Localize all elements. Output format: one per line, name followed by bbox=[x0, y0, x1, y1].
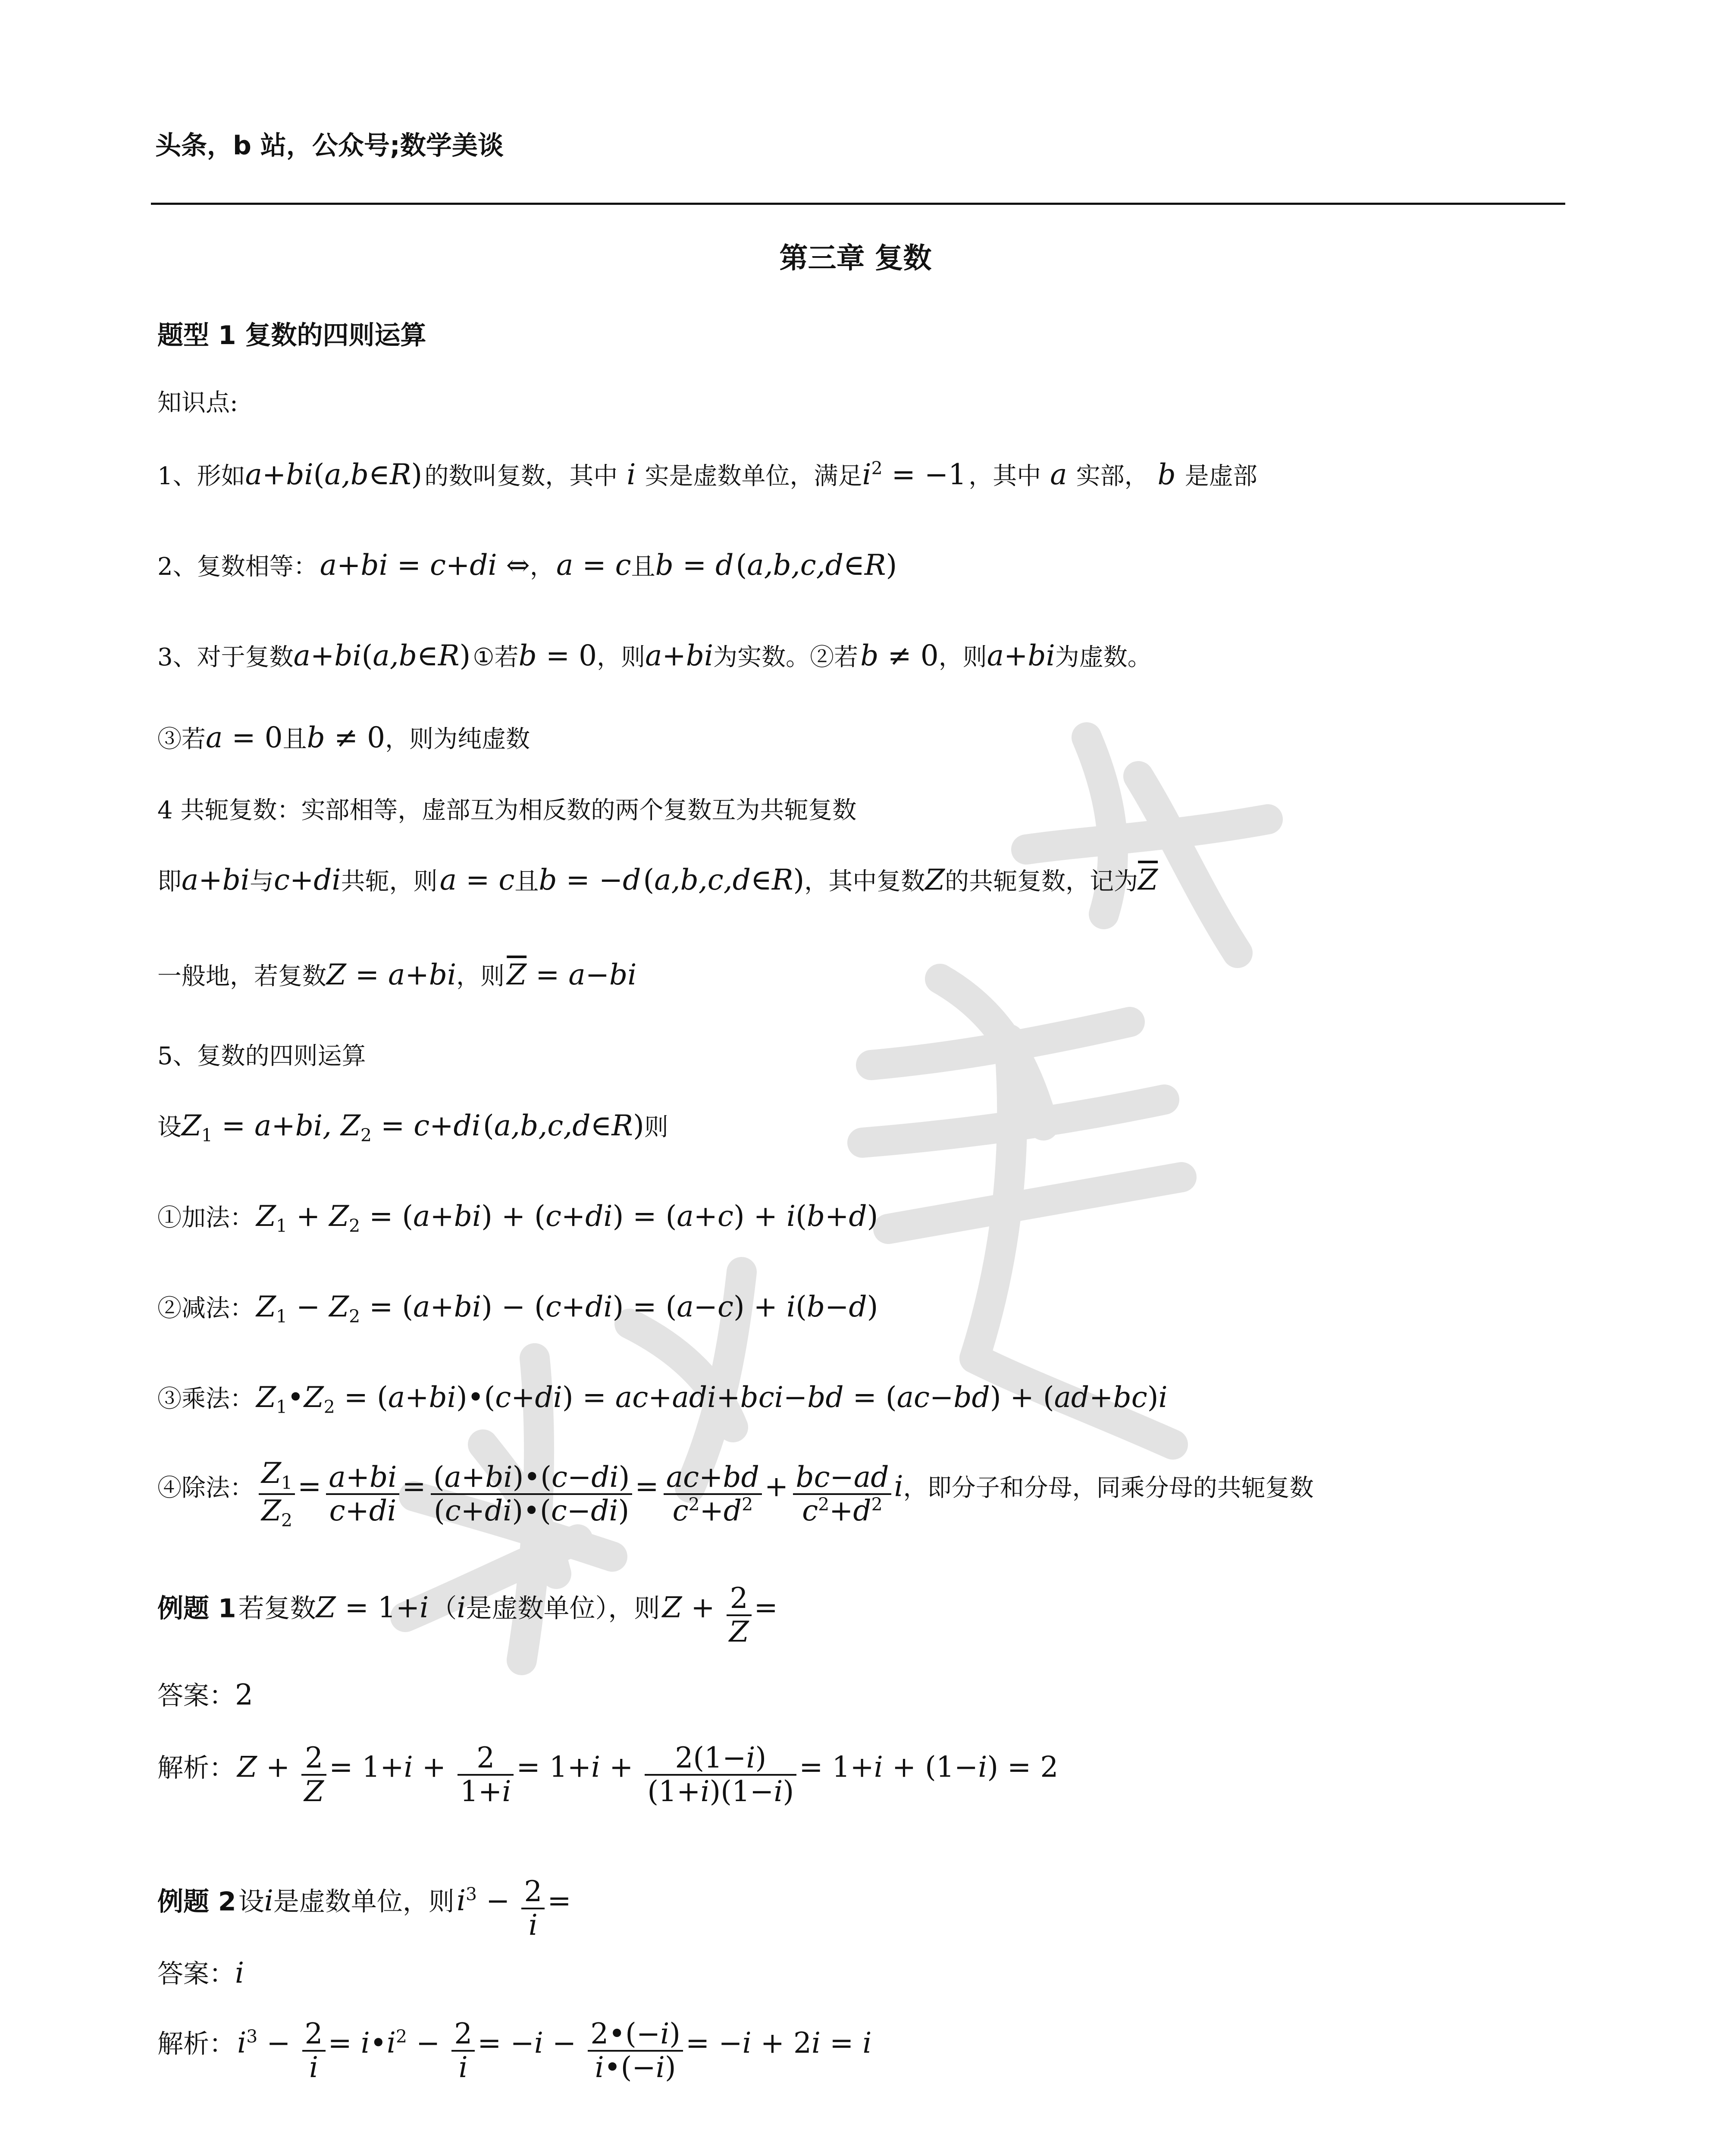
knowledge-item-3b: ③若a = 0且b ≠ 0，则为纯虚数 bbox=[157, 721, 530, 754]
op-multiplication: ③乘法： $Z_1•Z_2$ = (a+bi)•(c+di) = ac+adi+bci−bd = (ac−bd) + (ad+bc)i bbox=[157, 1381, 1168, 1418]
section-title: 题型 1 复数的四则运算 bbox=[157, 320, 426, 351]
op-addition: ①加法： $Z_1 + Z_2 = (a+bi) + (c+di) = (a+c) + i(b+d)$ bbox=[157, 1200, 878, 1237]
op-subtraction: ②减法： $Z_1 - Z_2 = (a+bi) - (c+di) = (a-c) + i(b-d)$ bbox=[157, 1290, 878, 1327]
knowledge-label: 知识点: bbox=[157, 389, 238, 417]
example-1-answer: 答案：2 bbox=[157, 1678, 253, 1711]
knowledge-item-4: 4 共轭复数：实部相等，虚部互为相反数的两个复数互为共轭复数 bbox=[157, 796, 857, 824]
header-rule bbox=[151, 203, 1565, 205]
knowledge-item-2: 2、复数相等： a+bi = c+di ⇔， a = c且b = d (a,b,c,d∈R) bbox=[157, 548, 897, 582]
header-text: 头条，b 站，公众号;数学美谈 bbox=[155, 131, 504, 161]
knowledge-item-3: 3、对于复数a+bi(a,b∈R) ①若b = 0，则a+bi为实数。②若 b ≠ 0，则a+bi为虚数。 bbox=[157, 639, 1152, 672]
knowledge-item-4b: 即a+bi与c+di共轭，则 a = c且b = −d (a,b,c,d∈R)，其中复数Z的共轭复数，记为$\overline{Z}$ bbox=[157, 863, 1158, 896]
knowledge-item-1: 1、形如a+bi(a,b∈R) 的数叫复数，其中 i 实是虚数单位，满足$i^2 = -1$ ，其中 a 实部， b 是虚部 bbox=[157, 458, 1257, 491]
example-1-question: 例题 1 若复数Z = 1+i （i是虚数单位），则 Z + $\frac{2}{Z}$ = bbox=[157, 1582, 778, 1648]
knowledge-item-5b: 设$Z_1 = a+bi$, $Z_2 = c+di$ (a,b,c,d∈R)则 bbox=[157, 1109, 668, 1146]
knowledge-item-5: 5、复数的四则运算 bbox=[157, 1042, 366, 1070]
example-1-analysis: 解析： Z + $\frac{2}{Z}$ = 1+i + $\frac{2}{1+i}$ = 1+i + $\frac{2(1-i)}{(1+i)(1-i)}$ = 1+i + (1−i) = 2 bbox=[157, 1741, 1059, 1808]
example-2-answer: 答案：i bbox=[157, 1956, 244, 1990]
example-2-question: 例题 2 设i是虚数单位，则 $i^3$ − $\frac{2}{i}$ = bbox=[157, 1875, 571, 1942]
knowledge-item-4c: 一般地，若复数Z = a+bi，则 $\overline{Z} = a-bi$ bbox=[157, 958, 637, 991]
op-division: ④除法： $\frac{Z_1}{Z_2}$ = $\frac{a+bi}{c+di}$ = $\frac{(a+bi)•(c-di)}{(c+di)•(c-di)}$ = $\frac{ac+bd}{c^2+d^2}$ + $\frac{bc-ad}{c^2+d^2}$ i，即分子和分母，同乘分母的共轭复数 bbox=[157, 1457, 1314, 1531]
chapter-title: 第三章 复数 bbox=[779, 241, 932, 275]
example-2-analysis: 解析： $i^3$ − $\frac{2}{i}$ = $i•i^2$ − $\frac{2}{i}$ = −i − $\frac{2•(-i)}{i•(-i)}$ = −i + 2i = i bbox=[157, 2017, 872, 2084]
